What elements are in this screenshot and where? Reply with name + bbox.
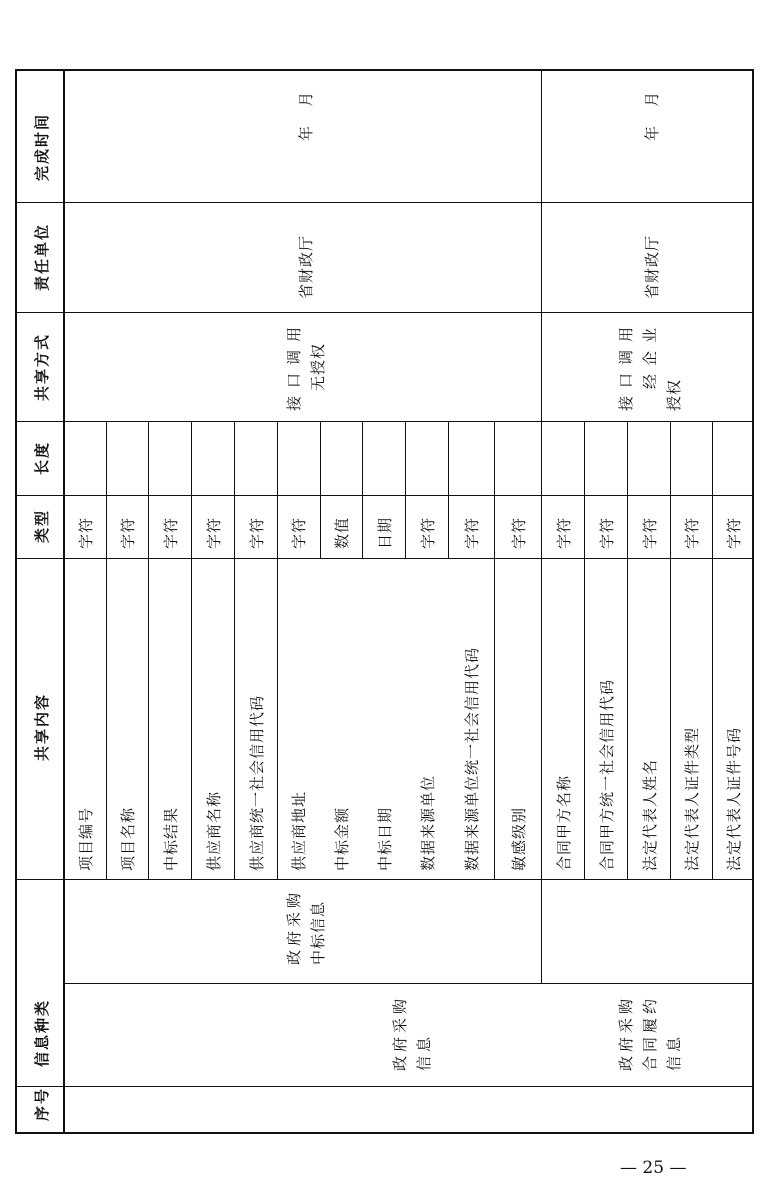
row-type: 字符: [463, 516, 481, 549]
group1-time-month: 月: [297, 90, 315, 107]
field-divider: [17, 202, 752, 203]
group1-name-line2: 中标信息: [309, 900, 327, 965]
row-type: 字符: [162, 516, 180, 549]
row-type: 字符: [248, 516, 266, 549]
header-sharing-method: 共享方式: [33, 332, 51, 401]
row-type: 字符: [419, 516, 437, 549]
row-type: 字符: [77, 516, 95, 549]
row-divider: [106, 421, 107, 879]
category-line2: 信息: [415, 1032, 433, 1071]
group1-unit: 省财政厅: [297, 234, 315, 299]
row-divider: [712, 421, 713, 879]
group2-method-line2: 经企业: [641, 319, 659, 389]
group2-time-month: 月: [643, 90, 661, 107]
group2-name-line3: 信息: [665, 1032, 683, 1071]
row-content: 中标结果: [162, 806, 180, 871]
field-divider: [17, 421, 752, 422]
row-content: 项目编号: [77, 806, 95, 871]
row-content: 法定代表人姓名: [641, 758, 659, 871]
header-info-category: 信息种类: [33, 998, 51, 1067]
row-content: 中标日期: [376, 806, 394, 871]
row-content: 法定代表人证件类型: [683, 726, 701, 871]
row-divider: [191, 421, 192, 879]
row-type: 数值: [333, 516, 351, 549]
header-type: 类型: [33, 508, 51, 543]
row-type: 字符: [205, 516, 223, 549]
group-divider: [541, 71, 542, 983]
header-content: 共享内容: [33, 692, 51, 761]
header-serial: 序号: [33, 1086, 51, 1121]
group1-name-line1: 政府采购: [285, 888, 303, 965]
group1-time-year: 年: [297, 124, 315, 141]
page-number: — 25 —: [620, 1158, 687, 1178]
category-divider: [63, 983, 752, 984]
field-divider: [17, 312, 752, 313]
row-content: 合同甲方名称: [555, 774, 573, 871]
field-divider: [17, 495, 752, 496]
row-content: 合同甲方统一社会信用代码: [598, 678, 616, 871]
row-divider: [320, 421, 321, 558]
row-divider: [405, 421, 406, 558]
row-type: 日期: [376, 516, 394, 549]
row-divider: [494, 421, 495, 879]
row-type: 字符: [290, 516, 308, 549]
field-divider: [17, 1086, 752, 1087]
row-type: 字符: [725, 516, 743, 549]
row-content: 数据来源单位: [419, 774, 437, 871]
row-type: 字符: [119, 516, 137, 549]
header-length: 长度: [33, 440, 51, 475]
field-divider: [17, 558, 752, 559]
group1-method-line2: 无授权: [309, 342, 327, 391]
row-divider: [234, 421, 235, 879]
group2-method-line1: 接口调用: [617, 318, 635, 411]
row-type: 字符: [555, 516, 573, 549]
group2-time-year: 年: [643, 124, 661, 141]
group2-name-line1: 政府采购: [617, 994, 635, 1071]
row-divider: [148, 421, 149, 879]
row-type: 字符: [683, 516, 701, 549]
row-divider: [362, 421, 363, 558]
row-content: 项目名称: [119, 806, 137, 871]
row-divider: [277, 421, 278, 879]
row-divider: [448, 421, 449, 558]
header-column-divider: [63, 71, 65, 1132]
field-divider: [17, 879, 752, 880]
row-content: 中标金额: [333, 806, 351, 871]
row-content: 数据来源单位统一社会信用代码: [463, 646, 481, 871]
header-responsible-unit: 责任单位: [33, 222, 51, 291]
group2-method-line3: 授权: [665, 378, 683, 411]
header-completion-time: 完成时间: [33, 112, 51, 181]
row-type: 字符: [510, 516, 528, 549]
row-content: 供应商名称: [205, 790, 223, 871]
group1-method-line1: 接口调用: [285, 318, 303, 411]
group2-name-line2: 合同履约: [641, 994, 659, 1071]
row-divider: [627, 421, 628, 879]
category-line1: 政府采购: [391, 994, 409, 1071]
row-divider: [670, 421, 671, 879]
data-sharing-table: [15, 69, 754, 1134]
row-content: 供应商地址: [290, 790, 308, 871]
row-content: 供应商统一社会信用代码: [248, 694, 266, 871]
row-content: 敏感级别: [510, 806, 528, 871]
row-type: 字符: [641, 516, 659, 549]
group2-unit: 省财政厅: [643, 234, 661, 299]
row-type: 字符: [598, 516, 616, 549]
row-content: 法定代表人证件号码: [725, 726, 743, 871]
row-divider: [584, 421, 585, 879]
